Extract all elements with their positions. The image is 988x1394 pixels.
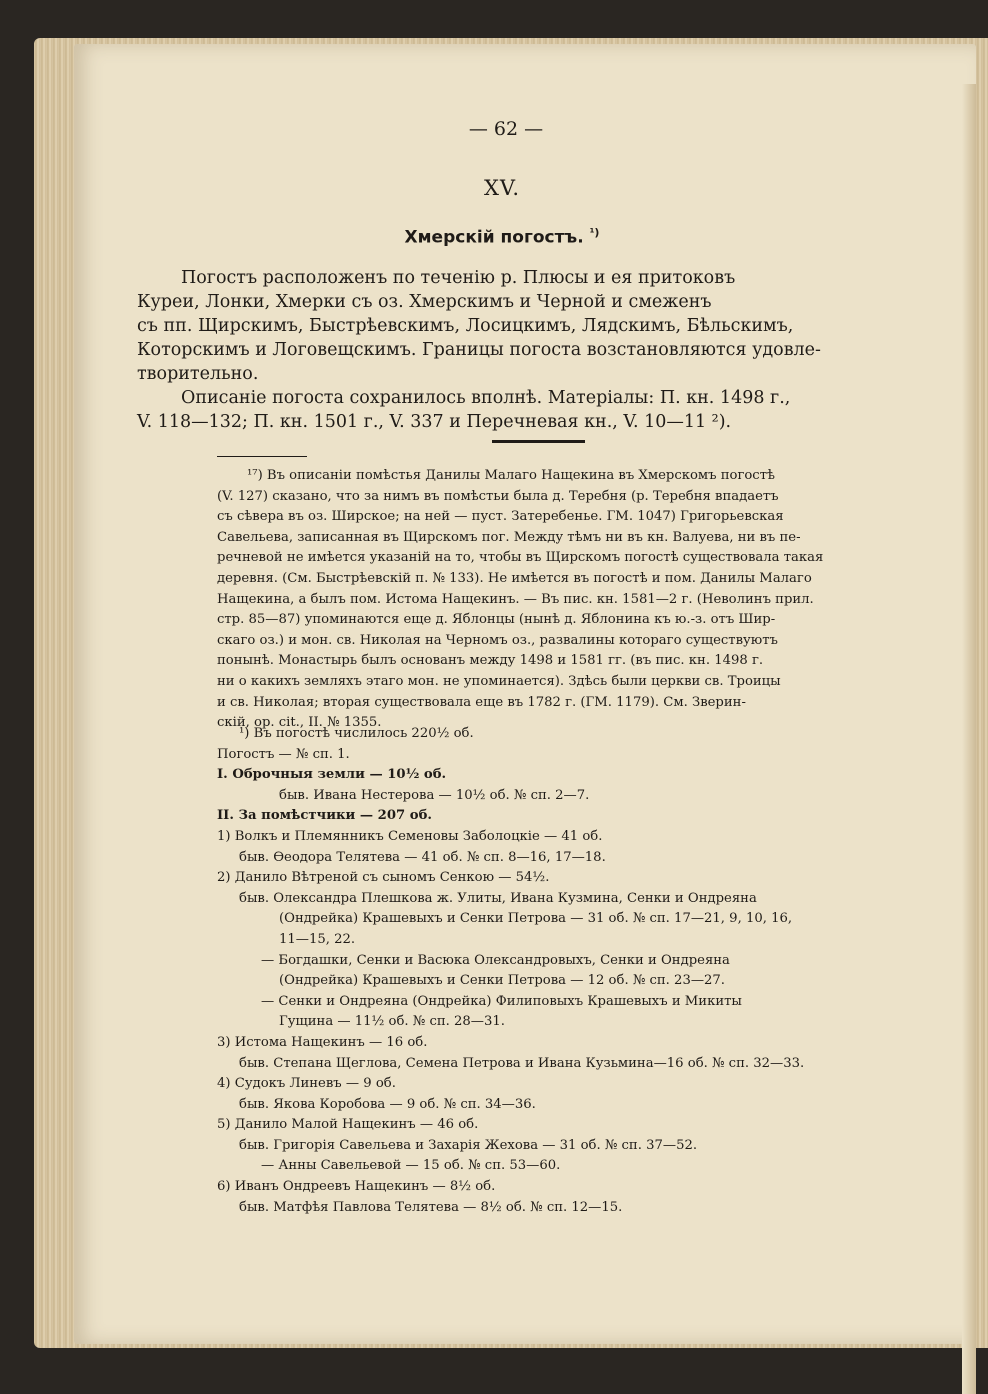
- footnote-1-list: [217, 724, 867, 1218]
- sources-paragraph: [137, 386, 867, 434]
- intro-line: Которскимъ и Логовещскимъ. Границы погоста возстановляются удовле-: [137, 340, 821, 360]
- list-line: быв. Ѳеодора Телятева — 41 об. № сп. 8—16, 17—18.: [239, 849, 606, 865]
- footnote-line: и св. Николая; вторая существовала еще въ 1782 г. (ГМ. 1179). См. Зверин-: [217, 694, 746, 710]
- list-entry: 3) Истома Нащекинъ — 16 об.: [217, 1034, 428, 1050]
- list-line: Гущина — 11½ об. № сп. 28—31.: [279, 1014, 505, 1030]
- footnote-line: стр. 85—87) упоминаются еще д. Яблонцы (нынѣ д. Яблонина къ ю.-з. отъ Шир-: [217, 612, 776, 628]
- list-line: (Ондрейка) Крашевыхъ и Сенки Петрова — 12 об. № сп. 23—27.: [279, 973, 725, 989]
- footnote-line: скаго оз.) и мон. св. Николая на Черномъ оз., развалины котораго существуютъ: [217, 632, 778, 648]
- intro-line: Погостъ расположенъ по теченію р. Плюсы и ея притоковъ: [181, 268, 736, 288]
- list-entry: 5) Данило Малой Нащекинъ — 46 об.: [217, 1117, 479, 1133]
- list-line: быв. Ивана Нестерова — 10½ об. № сп. 2—7.: [279, 787, 590, 803]
- title-footnote-mark: ¹): [589, 226, 600, 239]
- list-entry: 1) Волкъ и Племянникъ Семеновы Заболоцкіе — 41 об.: [217, 828, 603, 844]
- sources-line: Описаніе погоста сохранилось вполнѣ. Матеріалы: П. кн. 1498 г.,: [181, 388, 791, 408]
- intro-line: творительно.: [137, 364, 259, 384]
- list-line: (Ондрейка) Крашевыхъ и Сенки Петрова — 31 об. № сп. 17—21, 9, 10, 16,: [279, 911, 793, 927]
- intro-line: съ пп. Щирскимъ, Быстрѣевскимъ, Лосицкимъ, Лядскимъ, Бѣльскимъ,: [137, 316, 794, 336]
- chapter-number: XV.: [483, 176, 521, 200]
- footnote-rule: [217, 456, 307, 457]
- footnote-line: скій, op. cit., II. № 1355.: [217, 715, 382, 731]
- intro-paragraph: [137, 266, 867, 386]
- page-number: — 62 —: [468, 118, 544, 140]
- section-title-text: Хмерскій погостъ.: [404, 227, 584, 248]
- list-line: быв. Олександра Плешкова ж. Улиты, Ивана Кузмина, Сенки и Ондреяна: [239, 890, 757, 906]
- footnote-line: Савельева, записанная въ Щирскомъ пог. Между тѣмъ ни въ кн. Валуева, ни въ пе-: [217, 529, 801, 545]
- footnote-line: Нащекина, а былъ пом. Истома Нащекинъ. — Въ пис. кн. 1581—2 г. (Неволинъ прил.: [217, 591, 814, 607]
- list-line: быв. Якова Коробова — 9 об. № сп. 34—36.: [239, 1096, 536, 1112]
- footnote-line: съ сѣвера въ оз. Ширское; на ней — пуст. Затеребенье. ГМ. 1047) Григорьевская: [217, 509, 784, 525]
- sources-line: V. 118—132; П. кн. 1501 г., V. 337 и Перечневая кн., V. 10—11 ²).: [137, 412, 732, 432]
- footnote-17: [217, 466, 867, 734]
- footnote-line: ни о какихъ земляхъ этаго мон. не упоминается). Здѣсь были церкви св. Троицы: [217, 673, 781, 689]
- page-right-edge: [962, 84, 976, 1394]
- footnote-line: понынѣ. Монастырь былъ основанъ между 1498 и 1581 гг. (въ пис. кн. 1498 г.: [217, 653, 764, 669]
- list-heading: II. За помѣстчики — 207 об.: [217, 808, 432, 824]
- intro-line: Куреи, Лонки, Хмерки съ оз. Хмерскимъ и Черной и смеженъ: [137, 292, 712, 312]
- list-entry: 2) Данило Вѣтреной съ сыномъ Сенкою — 54½.: [217, 870, 550, 886]
- list-line: — Богдашки, Сенки и Васюка Олександровыхъ, Сенки и Ондреяна: [261, 952, 730, 968]
- list-entry: 4) Судокъ Линевъ — 9 об.: [217, 1076, 396, 1092]
- list-line: 11—15, 22.: [279, 931, 356, 947]
- footnote-line: (V. 127) сказано, что за нимъ въ помѣстьи была д. Теребня (р. Теребня впадаетъ: [217, 488, 779, 504]
- list-line: Погостъ — № сп. 1.: [217, 746, 350, 762]
- list-line: быв. Матфѣя Павлова Телятева — 8½ об. № сп. 12—15.: [239, 1199, 623, 1215]
- list-line: быв. Григорія Савельева и Захарія Жехова — 31 об. № сп. 37—52.: [239, 1137, 698, 1153]
- list-line: — Анны Савельевой — 15 об. № сп. 53—60.: [261, 1158, 561, 1174]
- footnote-1: ¹) Въ погостѣ числилось 220½ об.: [239, 726, 474, 741]
- footnote-line: деревня. (См. Быстрѣевскій п. № 133). Не имѣется въ погостѣ и пом. Данилы Малаго: [217, 570, 812, 586]
- list-heading: I. Оброчныя земли — 10½ об.: [217, 767, 447, 783]
- section-divider: [492, 440, 585, 443]
- footnote-line: речневой не имѣется указаній на то, чтобы въ Щирскомъ погостѣ существовала такая: [217, 550, 824, 566]
- list-line: быв. Степана Щеглова, Семена Петрова и Ивана Кузьмина—16 об. № сп. 32—33.: [239, 1055, 805, 1071]
- list-line: — Сенки и Ондреяна (Ондрейка) Филиповыхъ Крашевыхъ и Микиты: [261, 993, 742, 1009]
- section-title: [137, 226, 867, 248]
- footnote-line: ¹⁷) Въ описаніи помѣстья Данилы Малаго Нащекина въ Хмерскомъ погостѣ: [247, 468, 775, 483]
- list-entry: 6) Иванъ Ондреевъ Нащекинъ — 8½ об.: [217, 1179, 496, 1195]
